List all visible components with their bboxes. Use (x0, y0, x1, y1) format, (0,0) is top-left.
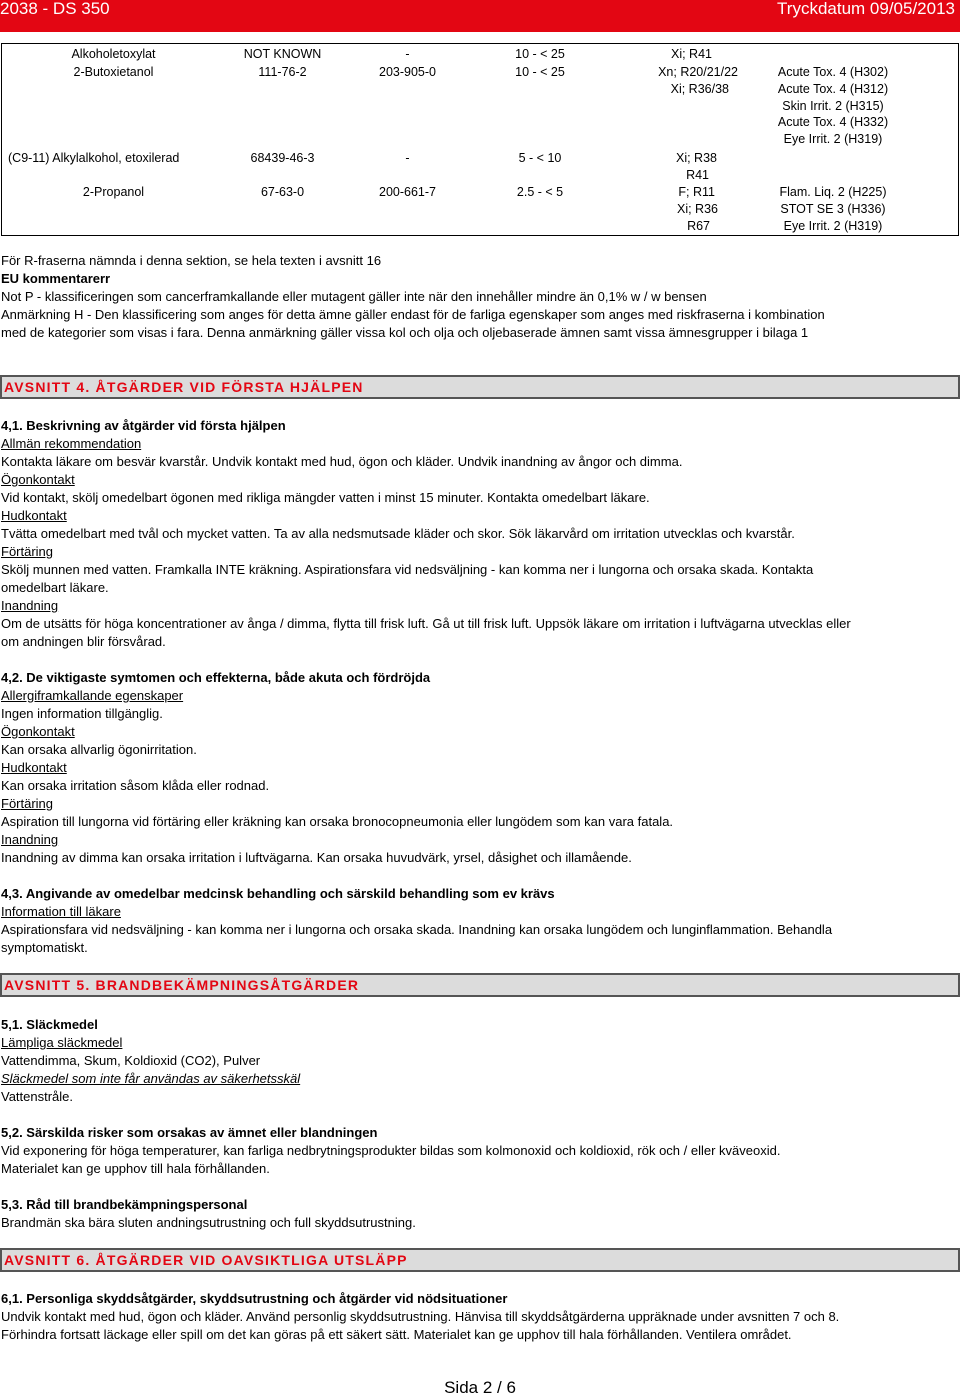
paragraph: Vid kontakt, skölj omedelbart ögonen med rikliga mängder vatten i minst 15 minuter. Kontakta omedelbart läkare. (1, 490, 650, 505)
subheading-allergy: Allergiframkallande egenskaper (1, 688, 184, 703)
document-header (0, 0, 960, 32)
table-cell-name: 2-Butoxietanol (73, 65, 154, 79)
paragraph: Förhindra fortsatt läckage eller spill om det kan göras på ett säkert sätt. Materialet kan ge upphov till hala förhållanden. Ventilera området. (1, 1327, 792, 1342)
table-cell-h: Acute Tox. 4 (H312) (777, 82, 889, 96)
composition-table (1, 43, 959, 236)
table-cell-h: Eye Irrit. 2 (H319) (783, 132, 883, 146)
table-cell-ec: - (405, 151, 410, 165)
section-4-content (1, 417, 957, 957)
product-title: 2038 - DS 350 (0, 0, 110, 18)
paragraph: Ingen information tillgänglig. (1, 706, 163, 721)
paragraph: Vattendimma, Skum, Koldioxid (CO2), Pulver (1, 1053, 261, 1068)
table-cell-name: 2-Propanol (82, 185, 145, 199)
table-cell-ec: 200-661-7 (379, 185, 436, 199)
subheading-skin-contact: Hudkontakt (1, 508, 67, 523)
subheading-general: Allmän rekommendation (1, 436, 142, 451)
print-date: Tryckdatum 09/05/2013 (777, 0, 955, 18)
table-cell-h: STOT SE 3 (H336) (780, 202, 886, 216)
table-cell-r: R41 (686, 168, 709, 182)
subsection-heading: 5,1. Släckmedel (1, 1017, 98, 1032)
table-cell-conc: 10 - < 25 (515, 65, 565, 79)
subheading-doctor-info: Information till läkare (1, 904, 121, 919)
paragraph: omedelbart läkare. (1, 580, 109, 595)
table-cell-name: Alkoholetoxylat (71, 47, 156, 61)
note-p: Not P - klassificeringen som cancerframkallande eller mutagent gäller inte när den innehåller mindre än 0,1% w / w bensen (1, 289, 707, 304)
table-cell-r: Xi; R36 (677, 202, 718, 216)
table-cell-r: Xi; R41 (671, 47, 712, 61)
section-6-content (1, 1290, 957, 1344)
subheading-ingestion: Förtäring (1, 544, 54, 559)
paragraph: Inandning av dimma kan orsaka irritation i luftvägarna. Kan orsaka huvudvärk, yrsel, dåsighet och illamående. (1, 850, 632, 865)
eu-comments-heading: EU kommentarerr (1, 271, 111, 286)
note-h-line-2: med de kategorier som visas i fara. Denna anmärkning gäller vissa kol och olja och oljebaserade ämnen samt vissa ämnesgrupper i bilaga 1 (1, 325, 809, 340)
subheading-eye-contact: Ögonkontakt (1, 472, 75, 487)
table-cell-h: Skin Irrit. 2 (H315) (782, 99, 884, 113)
table-cell-r: R67 (687, 219, 710, 233)
paragraph: Kontakta läkare om besvär kvarstår. Undvik kontakt med hud, ögon och kläder. Undvik inandning av ångor och dimma. (1, 454, 683, 469)
table-cell-ec: - (405, 47, 410, 61)
paragraph: Aspiration till lungorna vid förtäring eller kräkning kan orsaka bronocopneumonia eller lungödem som kan vara fatala. (1, 814, 674, 829)
page-number: Sida 2 / 6 (444, 1378, 516, 1397)
paragraph: Kan orsaka irritation såsom klåda eller rodnad. (1, 778, 270, 793)
paragraph: om andningen blir försvårad. (1, 634, 166, 649)
subheading-eye-contact: Ögonkontakt (1, 724, 75, 739)
paragraph: Brandmän ska bära sluten andningsutrustning och full skyddsutrustning. (1, 1215, 416, 1230)
paragraph: Kan orsaka allvarlig ögonirritation. (1, 742, 197, 757)
subsection-heading: 5,2. Särskilda risker som orsakas av ämnet eller blandningen (1, 1125, 378, 1140)
subsection-heading: 4,2. De viktigaste symtomen och effekterna, både akuta och fördröjda (1, 670, 431, 685)
subheading-suitable-media: Lämpliga släckmedel (1, 1035, 123, 1050)
subsection-heading: 5,3. Råd till brandbekämpningspersonal (1, 1197, 248, 1212)
table-cell-conc: 10 - < 25 (515, 47, 565, 61)
table-cell-name: (C9-11) Alkylalkohol, etoxilerad (8, 151, 180, 165)
section-5-header: AVSNITT 5. BRANDBEKÄMPNINGSÅTGÄRDER (0, 973, 960, 997)
table-cell-conc: 5 - < 10 (518, 151, 562, 165)
subheading-inhalation: Inandning (1, 598, 59, 613)
table-cell-r: F; R11 (678, 185, 715, 199)
subheading-inhalation: Inandning (1, 832, 59, 847)
table-cell-conc: 2.5 - < 5 (516, 185, 564, 199)
note-h-line-1: Anmärkning H - Den klassificering som anges för detta ämne gäller endast för de farliga egenskaper som anges med riskfraserna i kombination (1, 307, 825, 322)
section-6-header: AVSNITT 6. ÅTGÄRDER VID OAVSIKTLIGA UTSLÄPP (0, 1248, 960, 1272)
paragraph: Tvätta omedelbart med tvål och mycket vatten. Ta av alla nedsmutsade kläder och skor. Sök läkarvård om irritation utvecklas och kvarstår. (1, 526, 795, 541)
composition-notes (1, 252, 957, 342)
r-phrases-note: För R-fraserna nämnda i denna sektion, se hela texten i avsnitt 16 (1, 253, 382, 268)
subheading-ingestion: Förtäring (1, 796, 54, 811)
table-cell-r: Xn; R20/21/22 (658, 65, 738, 79)
table-cell-h: Acute Tox. 4 (H332) (777, 115, 889, 129)
section-4-header: AVSNITT 4. ÅTGÄRDER VID FÖRSTA HJÄLPEN (0, 375, 960, 399)
table-cell-r: Xi; R38 (676, 151, 717, 165)
paragraph: Skölj munnen med vatten. Framkalla INTE kräkning. Aspirationsfara vid nedsväljning - kan komma ner i lungorna och orsaka skada. Kontakta (1, 562, 814, 577)
subsection-heading: 4,1. Beskrivning av åtgärder vid första hjälpen (1, 418, 286, 433)
subheading-unsuitable-media: Släckmedel som inte får användas av säkerhetsskäl (1, 1071, 301, 1086)
paragraph: Om de utsätts för höga koncentrationer av ånga / dimma, flytta till frisk luft. Gå ut till frisk luft. Uppsök läkare om irritation i luftvägarna utvecklas eller (1, 616, 851, 631)
subsection-heading: 6,1. Personliga skyddsåtgärder, skyddsutrustning och åtgärder vid nödsituationer (1, 1291, 508, 1306)
section-5-content (1, 1016, 957, 1232)
table-cell-cas: 111-76-2 (258, 65, 307, 79)
paragraph: Aspirationsfara vid nedsväljning - kan komma ner i lungorna och orsaka skada. Inandning kan orsaka lungödem och lunginflammation. Behandla (1, 922, 833, 937)
subsection-heading: 4,3. Angivande av omedelbar medcinsk behandling och särskild behandling som ev krävs (1, 886, 555, 901)
subheading-skin-contact: Hudkontakt (1, 760, 67, 775)
table-cell-h: Eye Irrit. 2 (H319) (783, 219, 883, 233)
table-cell-cas: 68439-46-3 (250, 151, 315, 165)
paragraph: Vid exponering för höga temperaturer, kan farliga nedbrytningsprodukter bildas som kolmonoxid och koldioxid, rök och / eller kväveoxid. (1, 1143, 781, 1158)
table-cell-ec: 203-905-0 (379, 65, 436, 79)
paragraph: Vattenstråle. (1, 1089, 74, 1104)
paragraph: Materialet kan ge upphov till hala förhållanden. (1, 1161, 270, 1176)
table-cell-h: Acute Tox. 4 (H302) (777, 65, 889, 79)
paragraph: Undvik kontakt med hud, ögon och kläder. Använd personlig skyddsutrustning. Hänvisa till skyddsåtgärderna uppräknade under avsnitten 7 och 8. (1, 1309, 840, 1324)
table-cell-cas: 67-63-0 (260, 185, 305, 199)
table-cell-r: Xi; R36/38 (670, 82, 729, 96)
table-cell-h: Flam. Liq. 2 (H225) (779, 185, 887, 199)
paragraph: symptomatiskt. (1, 940, 88, 955)
table-cell-cas: NOT KNOWN (243, 47, 322, 61)
